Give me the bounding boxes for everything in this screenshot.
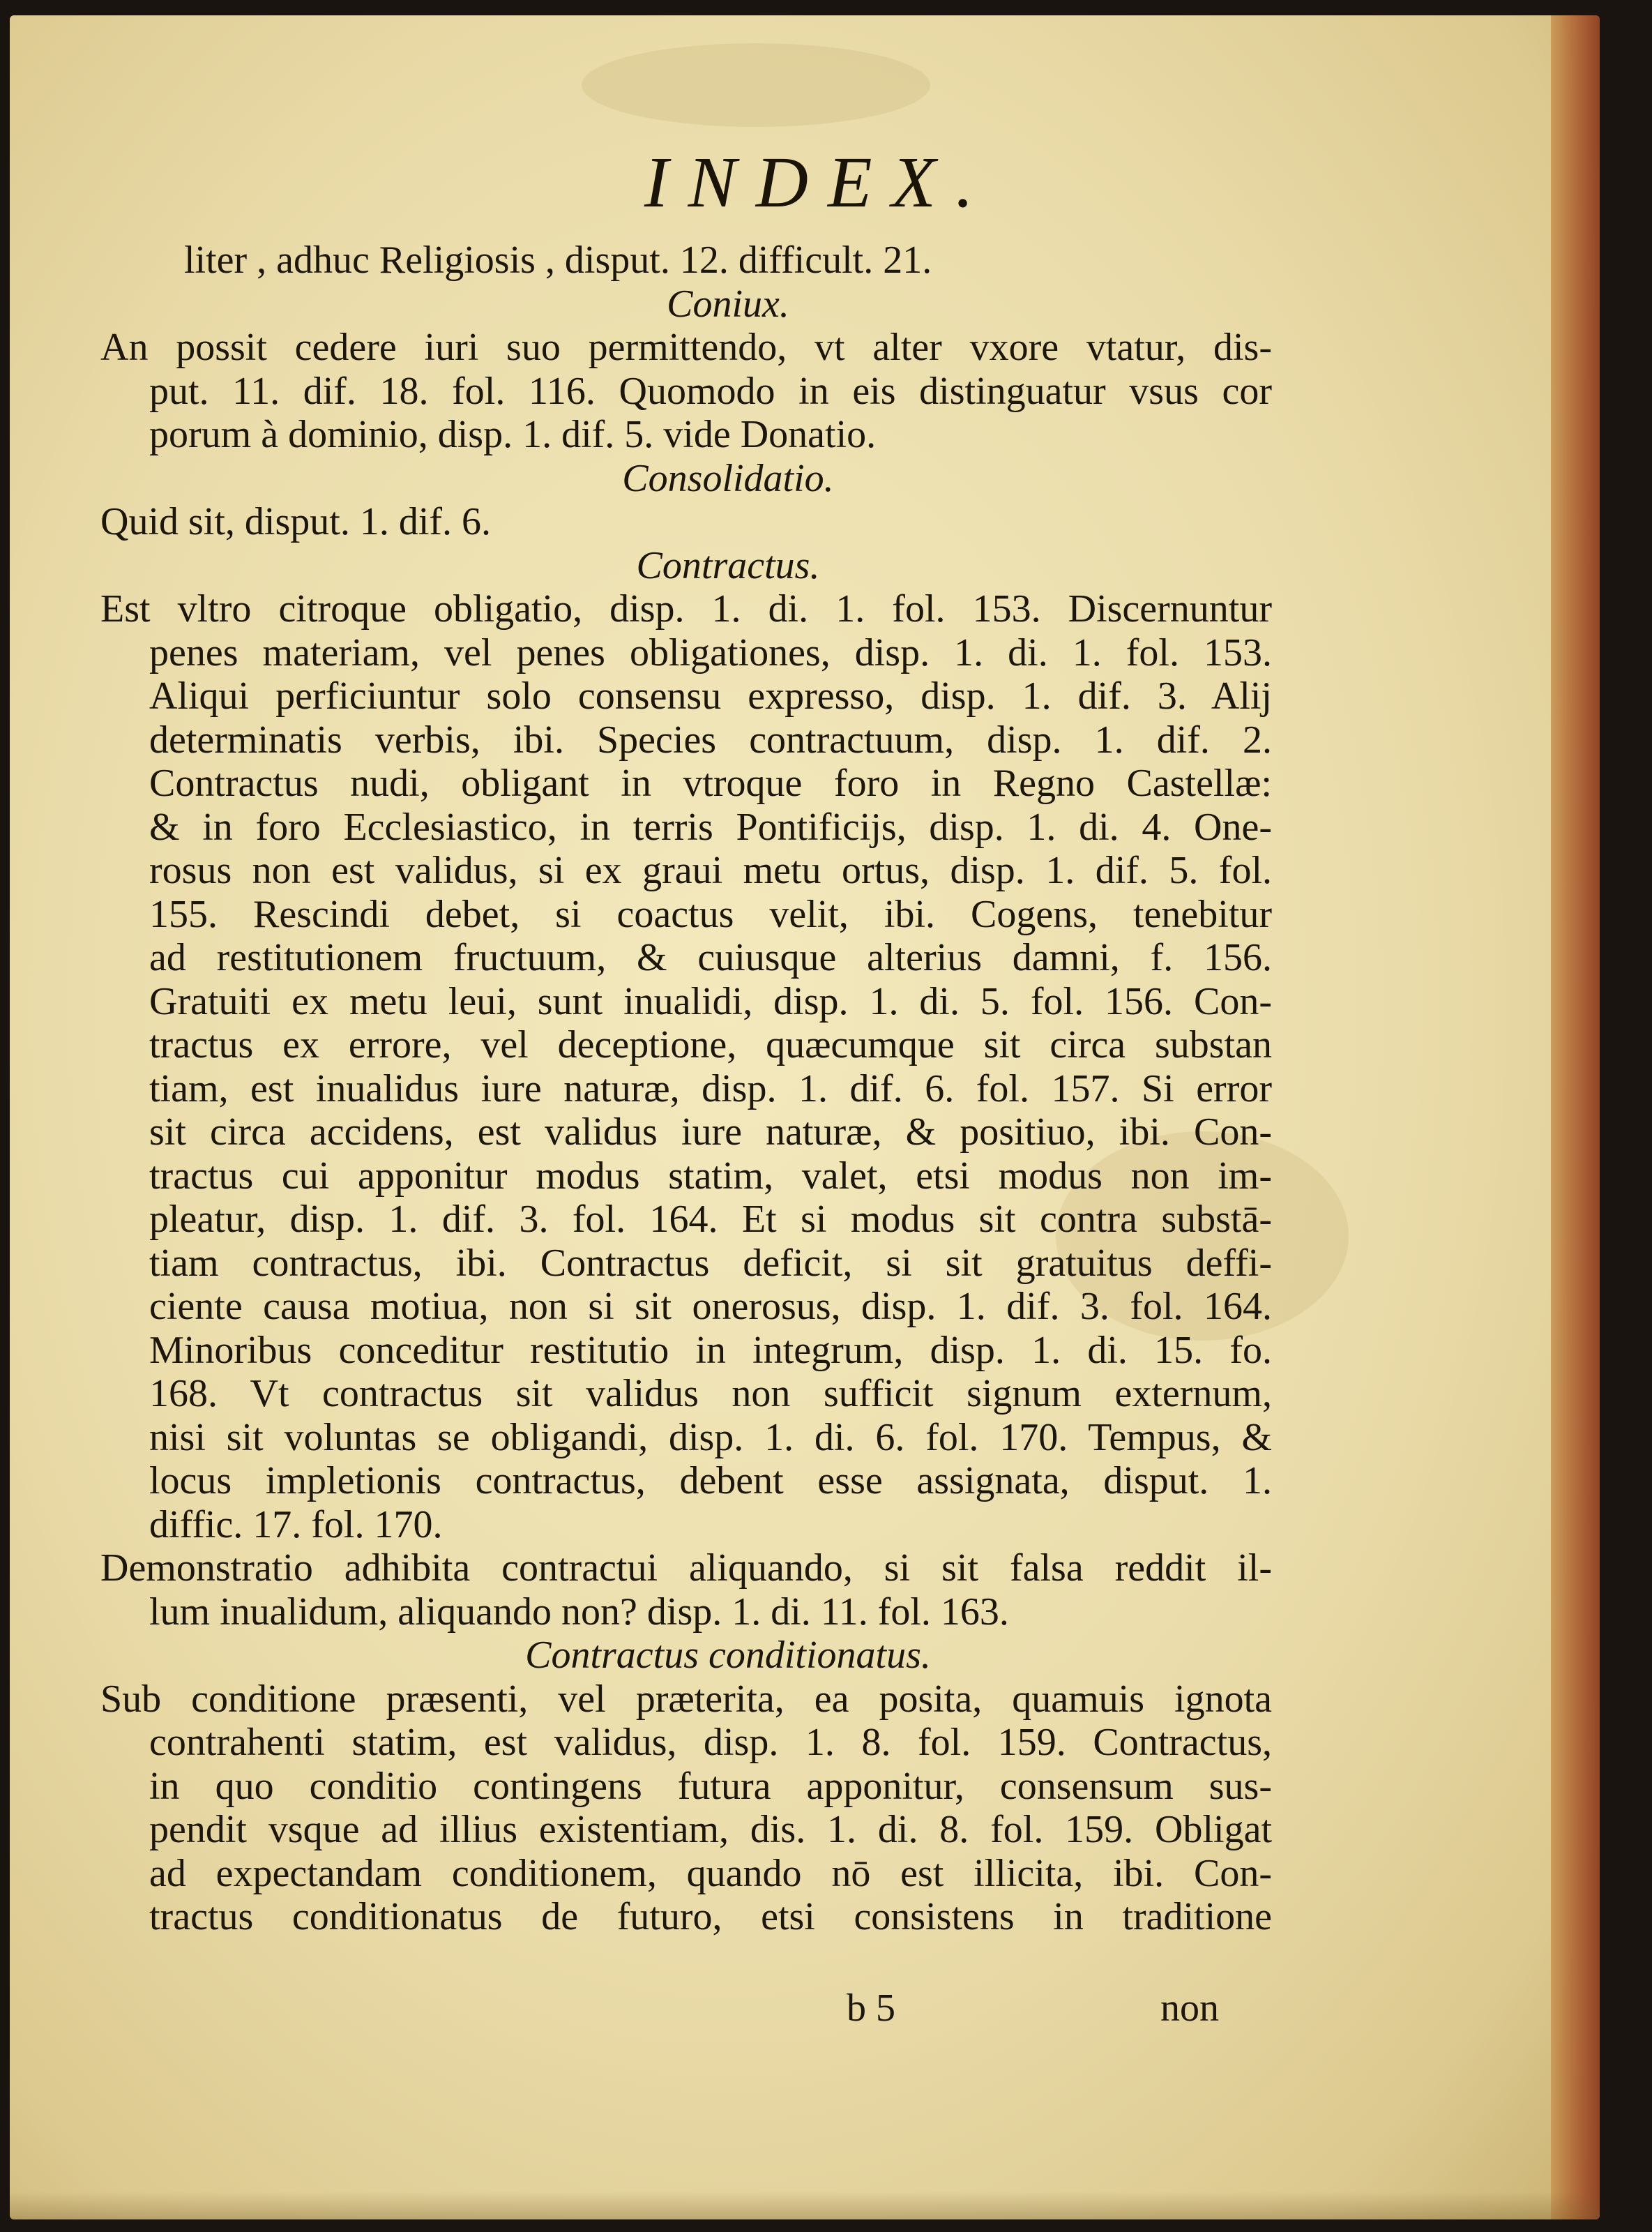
index-line: ad expectandam conditionem, quando nō est illicita, ibi. Con- bbox=[149, 1851, 1272, 1895]
entry-heading: Coniux. bbox=[667, 282, 789, 326]
index-line: ad restitutionem fructuum, & cuiusque alterius damni, f. 156. bbox=[149, 936, 1272, 979]
index-line: tractus conditionatus de futuro, etsi consistens in traditione bbox=[149, 1895, 1272, 1938]
index-line: Minoribus conceditur restitutio in integrum, disp. 1. di. 15. fo. bbox=[149, 1328, 1272, 1372]
index-line: diffic. 17. fol. 170. bbox=[149, 1502, 443, 1546]
book-page bbox=[10, 15, 1600, 2219]
signature-mark: b 5 bbox=[847, 1986, 895, 2030]
paper-stain bbox=[582, 43, 930, 127]
index-line: ciente causa motiua, non si sit onerosus, disp. 1. dif. 3. fol. 164. bbox=[149, 1285, 1272, 1328]
page-shadow bbox=[10, 2192, 1600, 2219]
index-line: Est vltro citroque obligatio, disp. 1. di. 1. fol. 153. Discernuntur bbox=[100, 587, 1272, 631]
index-line: nisi sit voluntas se obligandi, disp. 1. di. 6. fol. 170. Tempus, & bbox=[149, 1415, 1272, 1459]
index-line: 155. Rescindi debet, si coactus velit, ibi. Cogens, tenebitur bbox=[149, 892, 1272, 936]
index-line: pleatur, disp. 1. dif. 3. fol. 164. Et si modus sit contra substā- bbox=[149, 1198, 1272, 1241]
index-line: An possit cedere iuri suo permittendo, vt alter vxore vtatur, dis- bbox=[100, 326, 1272, 369]
entry-heading: Contractus. bbox=[636, 543, 820, 587]
entry-heading: Consolidatio. bbox=[622, 456, 834, 500]
index-line: determinatis verbis, ibi. Species contractuum, disp. 1. dif. 2. bbox=[149, 718, 1272, 762]
index-line: & in foro Ecclesiastico, in terris Pontificijs, disp. 1. di. 4. One- bbox=[149, 805, 1272, 849]
index-line: in quo conditio contingens futura apponitur, consensum sus- bbox=[149, 1764, 1272, 1808]
index-line: rosus non est validus, si ex graui metu ortus, disp. 1. dif. 5. fol. bbox=[149, 849, 1272, 892]
index-line: Contractus nudi, obligant in vtroque foro in Regno Castellæ: bbox=[149, 762, 1272, 805]
index-text-block bbox=[100, 239, 1272, 1939]
index-line: 168. Vt contractus sit validus non sufficit signum externum, bbox=[149, 1372, 1272, 1415]
index-line: liter , adhuc Religiosis , disput. 12. difficult. 21. bbox=[184, 239, 932, 282]
index-line: lum inualidum, aliquando non? disp. 1. di. 11. fol. 163. bbox=[149, 1590, 1009, 1634]
page-edge bbox=[1551, 15, 1600, 2219]
index-line: tractus cui apponitur modus statim, valet, etsi modus non im- bbox=[149, 1154, 1272, 1198]
index-line: Gratuiti ex metu leui, sunt inualidi, disp. 1. di. 5. fol. 156. Con- bbox=[149, 979, 1272, 1023]
index-line: pendit vsque ad illius existentiam, dis. 1. di. 8. fol. 159. Obligat bbox=[149, 1808, 1272, 1851]
index-line: tiam contractus, ibi. Contractus deficit, si sit gratuitus deffi- bbox=[149, 1241, 1272, 1285]
index-line: tiam, est inualidus iure naturæ, disp. 1. dif. 6. fol. 157. Si error bbox=[149, 1066, 1272, 1110]
index-line: Demonstratio adhibita contractui aliquando, si sit falsa reddit il- bbox=[100, 1546, 1272, 1590]
index-line: locus impletionis contractus, debent esse assignata, disput. 1. bbox=[149, 1459, 1272, 1502]
running-header: INDEX. bbox=[644, 142, 994, 223]
index-line: Sub conditione præsenti, vel præterita, ea posita, quamuis ignota bbox=[100, 1677, 1272, 1721]
catchword: non bbox=[1160, 1986, 1219, 2030]
index-line: tractus ex errore, vel deceptione, quæcumque sit circa substan bbox=[149, 1023, 1272, 1066]
index-line: contrahenti statim, est validus, disp. 1. 8. fol. 159. Contractus, bbox=[149, 1721, 1272, 1764]
index-line: put. 11. dif. 18. fol. 116. Quomodo in eis distinguatur vsus cor bbox=[149, 369, 1272, 413]
index-line: porum à dominio, disp. 1. dif. 5. vide Donatio. bbox=[149, 413, 877, 456]
index-line: Quid sit, disput. 1. dif. 6. bbox=[100, 500, 492, 543]
index-line: sit circa accidens, est validus iure naturæ, & positiuo, ibi. Con- bbox=[149, 1110, 1272, 1154]
entry-heading: Contractus conditionatus. bbox=[525, 1634, 931, 1677]
index-line: penes materiam, vel penes obligationes, disp. 1. di. 1. fol. 153. bbox=[149, 631, 1272, 674]
index-line: Aliqui perficiuntur solo consensu expresso, disp. 1. dif. 3. Alij bbox=[149, 674, 1272, 718]
